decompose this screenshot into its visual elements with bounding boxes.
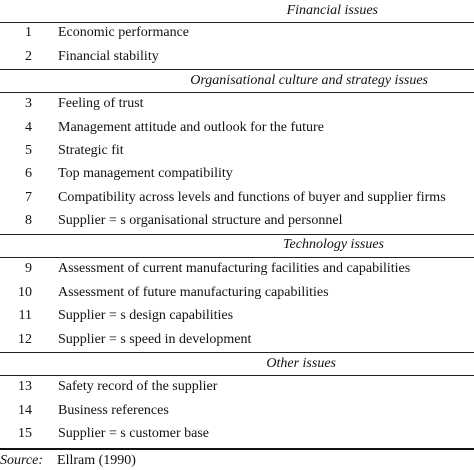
- section-divider: [0, 352, 474, 353]
- row-number: 13: [18, 379, 32, 394]
- row-number: 15: [18, 426, 32, 441]
- row-number: 3: [25, 96, 32, 111]
- row-text: Financial stability: [58, 49, 159, 64]
- table-row: [0, 399, 474, 422]
- row-number: 9: [25, 261, 32, 276]
- row-number: 1: [25, 25, 32, 40]
- row-text: Supplier = s speed in development: [58, 332, 252, 347]
- row-text: Supplier = s organisational structure and personnel: [58, 213, 343, 228]
- row-text: Supplier = s design capabilities: [58, 308, 234, 323]
- table-row: [0, 422, 474, 445]
- row-number: 10: [18, 285, 32, 300]
- section-title-organisational: Organisational culture and strategy issues: [190, 73, 428, 88]
- row-number: 11: [18, 308, 32, 323]
- row-number: 12: [18, 332, 32, 347]
- row-text: Supplier = s customer base: [58, 426, 209, 441]
- row-number: 8: [25, 213, 32, 228]
- table-row: [0, 281, 474, 304]
- row-text: Economic performance: [58, 25, 189, 40]
- source-note: [0, 451, 136, 470]
- table-row: [0, 328, 474, 351]
- row-text: Top management compatibility: [58, 166, 233, 181]
- row-number: 4: [25, 120, 32, 135]
- table-row: [0, 21, 474, 44]
- table-bottom-rule: [0, 448, 474, 450]
- section-title-other: Other issues: [266, 356, 336, 371]
- table-row: [0, 162, 474, 185]
- row-text: Safety record of the supplier: [58, 379, 218, 394]
- table-row: [0, 116, 474, 139]
- section-title-technology: Technology issues: [283, 237, 384, 252]
- row-text: Feeling of trust: [58, 96, 144, 111]
- table-row: [0, 304, 474, 327]
- row-text: Assessment of future manufacturing capabilities: [58, 285, 329, 300]
- row-number: 7: [25, 190, 32, 205]
- row-number: 5: [25, 143, 32, 158]
- row-number: 6: [25, 166, 32, 181]
- table-row: [0, 139, 474, 162]
- row-text: Strategic fit: [58, 143, 124, 158]
- table-row: [0, 92, 474, 115]
- table-row: [0, 257, 474, 280]
- table-row: [0, 375, 474, 398]
- row-number: 2: [25, 49, 32, 64]
- section-divider: [0, 69, 474, 70]
- table-row: [0, 45, 474, 68]
- table-row: [0, 186, 474, 209]
- source-reference: Ellram (1990): [57, 453, 136, 468]
- row-text: Compatibility across levels and functions of buyer and supplier firms: [58, 190, 446, 205]
- row-text: Assessment of current manufacturing facilities and capabilities: [58, 261, 411, 276]
- row-text: Management attitude and outlook for the future: [58, 120, 324, 135]
- row-text: Business references: [58, 403, 169, 418]
- row-number: 14: [18, 403, 32, 418]
- section-title-financial: Financial issues: [286, 3, 378, 18]
- table-row: [0, 209, 474, 232]
- source-label: Source:: [0, 453, 44, 468]
